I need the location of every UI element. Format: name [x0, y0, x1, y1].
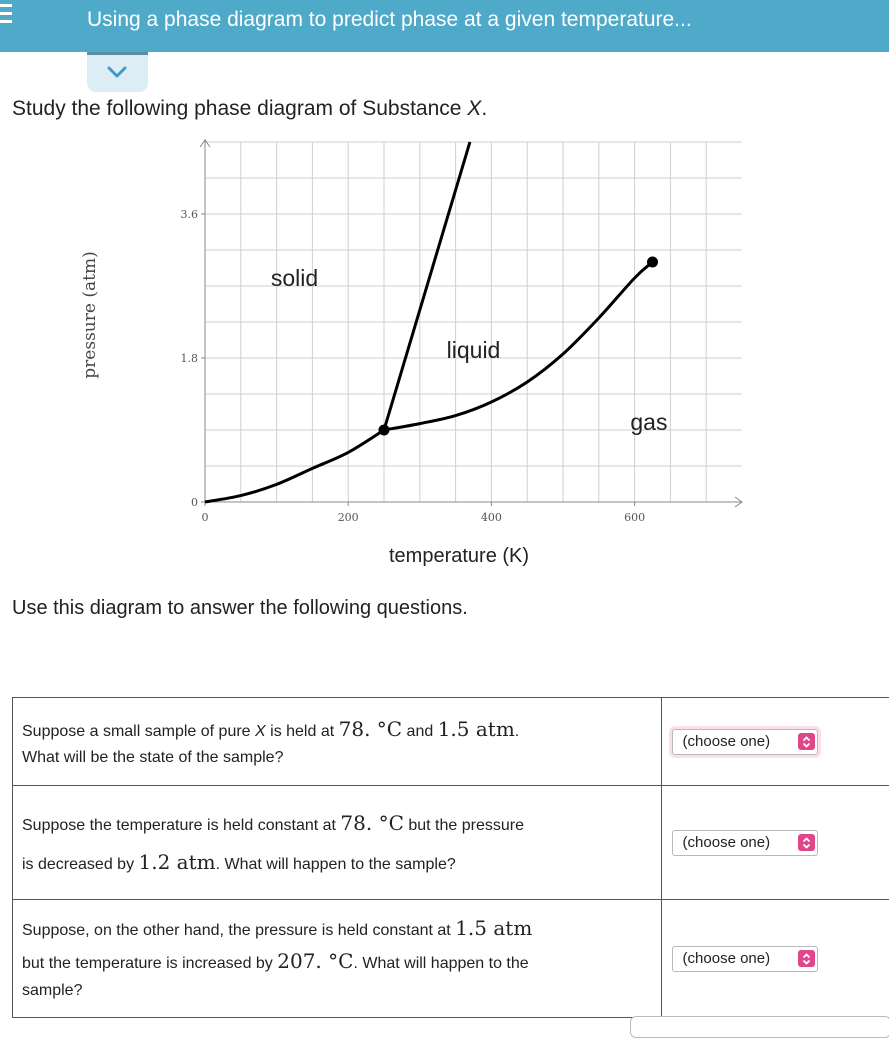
question-row-2	[13, 786, 889, 900]
tick-labels	[181, 208, 646, 524]
question-row-3	[13, 900, 889, 1018]
menu-icon[interactable]	[0, 4, 12, 26]
question-1-select[interactable]: (choose one)	[672, 729, 818, 755]
question-1-answer-cell	[661, 698, 889, 786]
question-3-text: Suppose, on the other hand, the pressure is held constant at 1.5 atm but the temperature is increased by 207. °C. What will happen to the sample?	[13, 900, 662, 1018]
collapse-button[interactable]	[87, 52, 148, 92]
header-bar	[0, 0, 889, 52]
question-3-answer-cell	[661, 900, 889, 1018]
questions-table	[12, 697, 889, 1018]
critical-point	[647, 257, 658, 268]
phase-diagram	[0, 130, 889, 530]
x-axis-label: temperature (K)	[389, 545, 529, 568]
y-axis-label: pressure (atm)	[60, 250, 120, 380]
triple-point	[379, 425, 390, 436]
instruction-text: Use this diagram to answer the following questions.	[12, 597, 468, 620]
x-tick-label: 0	[202, 511, 209, 524]
page-title: Using a phase diagram to predict phase at a given temperature...	[87, 8, 692, 32]
question-2-select[interactable]: (choose one)	[672, 830, 818, 856]
region-label-gas: gas	[630, 409, 667, 435]
special-points	[379, 257, 659, 436]
question-2-text: Suppose the temperature is held constant at 78. °C but the pressure is decreased by 1.2 atm. What will happen to the sample?	[13, 786, 662, 900]
vaporization-curve	[384, 262, 653, 430]
chevron-down-icon	[107, 65, 127, 79]
select-arrows-icon	[798, 733, 815, 750]
select-arrows-icon	[798, 950, 815, 967]
y-tick-label: 3.6	[181, 208, 199, 221]
y-tick-label: 0	[191, 496, 198, 509]
intro-text: Study the following phase diagram of Substance X.	[12, 97, 487, 121]
x-tick-label: 600	[624, 511, 645, 524]
axes	[200, 140, 742, 507]
region-labels	[271, 265, 668, 435]
region-label-liquid: liquid	[447, 337, 501, 363]
grid	[205, 142, 742, 502]
question-2-answer-cell	[661, 786, 889, 900]
question-row-1	[13, 698, 889, 786]
x-tick-label: 200	[338, 511, 359, 524]
x-tick-label: 400	[481, 511, 502, 524]
select-arrows-icon	[798, 834, 815, 851]
bottom-panel-tab[interactable]	[630, 1016, 889, 1038]
y-tick-label: 1.8	[181, 352, 199, 365]
region-label-solid: solid	[271, 265, 318, 291]
question-1-text: Suppose a small sample of pure X is held at 78. °C and 1.5 atm. What will be the state of the sample?	[13, 698, 662, 786]
question-3-select[interactable]: (choose one)	[672, 946, 818, 972]
